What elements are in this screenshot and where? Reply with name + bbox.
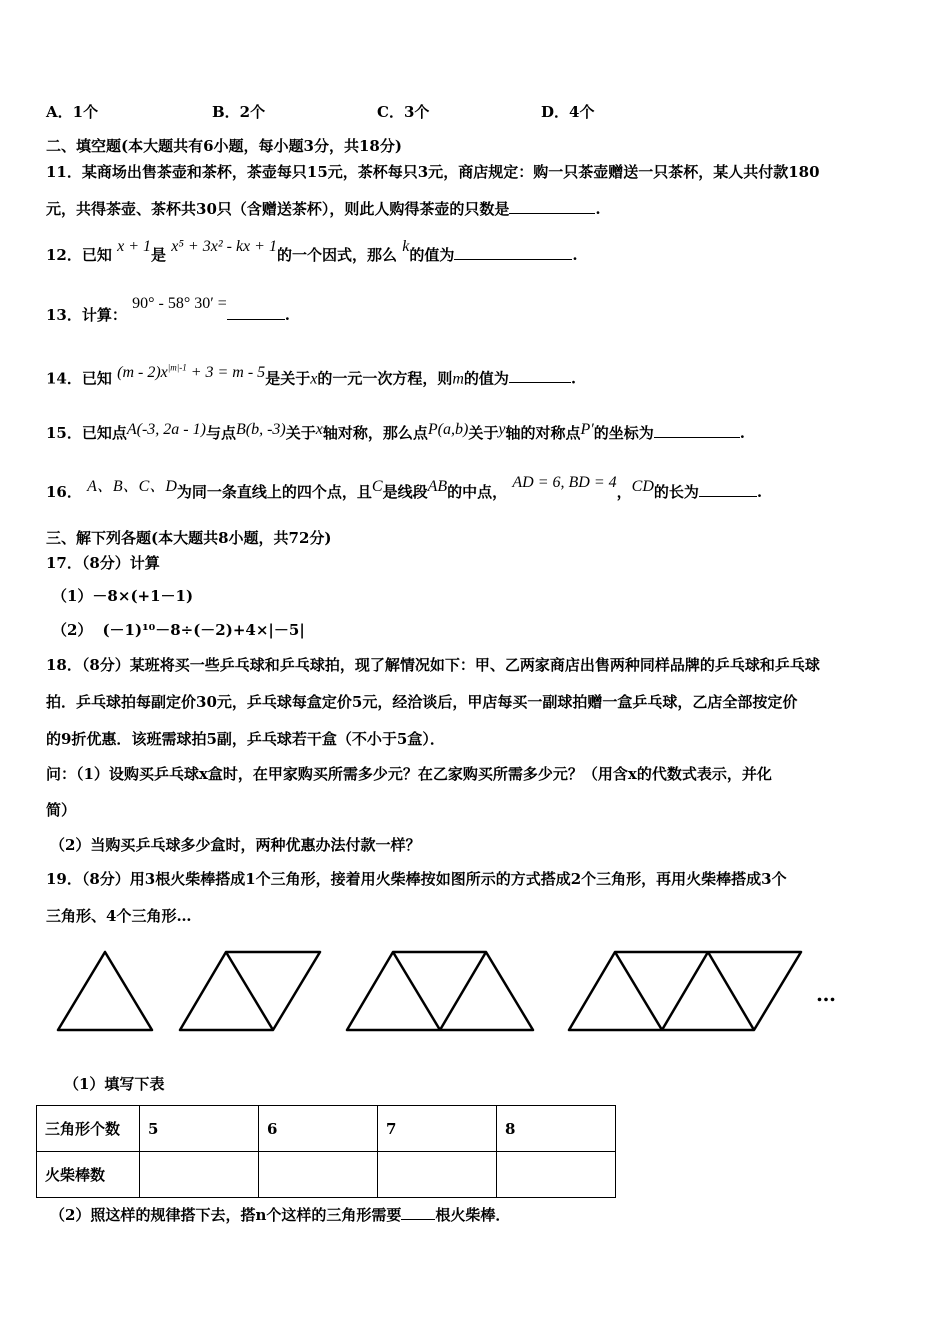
q19-sub1: （1）填写下表 [64, 1075, 165, 1093]
q13-blank[interactable] [227, 305, 285, 320]
q18-line1: 18．（8分）某班将买一些乒乓球和乒乓球拍，现了解情况如下：甲、乙两家商店出售两种同样品牌的乒乓球和乒乓球 [46, 656, 820, 674]
triangle-figure-3-diagonal-1 [393, 952, 440, 1030]
table-cell: 6 [259, 1106, 378, 1152]
triangle-figure-1 [58, 952, 152, 1030]
q15-point-a: A(-3, 2a - 1) [126, 421, 206, 438]
q15-mid3: 轴对称，那么点 [322, 424, 428, 442]
q16-comma: ， [616, 483, 632, 501]
q15-mid2: 关于 [285, 424, 316, 442]
triangle-figure-3-outline [347, 952, 533, 1030]
option-b: B．2个 [212, 103, 266, 121]
q12-mid1: 是 [151, 246, 167, 264]
q18-line6: （2）当购买乒乓球多少盒时，两种优惠办法付款一样？ [50, 836, 421, 854]
q15-blank[interactable] [654, 423, 740, 438]
option-c: C．3个 [377, 103, 430, 121]
q15-point-p2: P′ [580, 421, 594, 438]
q14-blank[interactable] [509, 368, 571, 383]
q16-cd: CD [631, 478, 654, 495]
q18-line3: 的9折优惠．该班需球拍5副，乒乓球若干盒（不小于5盒）． [46, 730, 445, 748]
table-cell: 5 [140, 1106, 259, 1152]
q16-ab: AB [427, 478, 448, 495]
q16-tail: 的长为 [653, 483, 699, 501]
q19-blank[interactable] [401, 1205, 435, 1220]
q15-mid4: 关于 [468, 424, 499, 442]
table-answer-cell[interactable] [378, 1152, 497, 1198]
q12-end: . [572, 246, 578, 264]
q12-num: 12．已知 [46, 246, 112, 264]
table-header-triangle-count: 三角形个数 [37, 1106, 140, 1152]
table-answer-cell[interactable] [259, 1152, 378, 1198]
q19-line1: 19．（8分）用3根火柴棒搭成1个三角形，接着用火柴棒按如图所示的方式搭成2个三角形，再用火柴棒搭成3个 [46, 870, 787, 888]
q14-line [46, 364, 576, 389]
q15-end: . [739, 424, 745, 442]
q16-mid2: 是线段 [382, 483, 428, 501]
q15-line [46, 423, 745, 444]
q14-mid: 是关于 [265, 369, 311, 388]
q15-point-b: B(b, -3) [235, 421, 286, 438]
option-a: A．1个 [46, 103, 99, 121]
triangle-figure-3-diagonal-2 [440, 952, 486, 1030]
q13-end: . [284, 306, 290, 324]
q18-line2: 拍．乒乓球拍每副定价30元，乒乓球每盒定价5元，经洽谈后，甲店每买一副球拍赠一盒乒乓球，乙店全部按定价 [46, 693, 798, 711]
q15-tail: 的坐标为 [593, 424, 654, 442]
q18-line4: 问：（1）设购买乒乓球x盒时，在甲家购买所需多少元？在乙家购买所需多少元？（用含x的代数式表示，并化 [46, 765, 772, 783]
q16-mid1: 为同一条直线上的四个点，且 [176, 483, 372, 501]
table-cell: 7 [378, 1106, 497, 1152]
q17-part2 [52, 620, 305, 640]
matchstick-triangles-figure [0, 940, 950, 1050]
q14-end: . [570, 369, 577, 388]
q15-num: 15．已知点 [46, 424, 127, 442]
q17-title: 17．（8分）计算 [46, 554, 160, 572]
q14-var2: m [452, 370, 464, 388]
table-answer-cell[interactable] [140, 1152, 259, 1198]
q16-points: A、B、C、D [87, 478, 177, 495]
q16-c: C [371, 478, 383, 495]
q13-line [46, 295, 290, 326]
q15-axis2: y [498, 421, 506, 438]
option-d: D．4个 [541, 103, 595, 121]
q12-var: k [402, 238, 410, 255]
q12-expr1: x + 1 [117, 238, 152, 255]
q19-sub2 [50, 1205, 510, 1225]
q12-line [46, 238, 578, 266]
table-row [37, 1106, 616, 1152]
q12-tail: 的值为 [409, 246, 455, 264]
q11-line1: 11．某商场出售茶壶和茶杯，茶壶每只15元，茶杯每只3元，商店规定：购一只茶壶赠送一只茶杯，某人共付款180 [46, 163, 820, 181]
q11-text: 元，共得茶壶、茶杯共30只（含赠送茶杯），则此人购得茶壶的只数是 [46, 200, 510, 218]
fill-table [36, 1105, 616, 1198]
q15-mid5: 轴的对称点 [505, 424, 581, 442]
q11-line2 [46, 199, 601, 219]
q14-var: x [310, 370, 318, 388]
table-cell: 8 [497, 1106, 616, 1152]
section2-title: 二、填空题(本大题共有6小题，每小题3分，共18分) [46, 137, 402, 155]
triangle-figure-4-diagonal-3 [708, 952, 754, 1030]
q11-blank[interactable] [509, 199, 595, 214]
q16-num: 16． [46, 483, 82, 501]
q19-line2: 三角形、4个三角形… [46, 907, 192, 925]
triangle-figure-4-diagonal-2 [662, 952, 708, 1030]
q15-axis1: x [315, 421, 323, 438]
q16-mid3: 的中点， [447, 483, 508, 501]
section3-title: 三、解下列各题(本大题共8小题，共72分) [46, 529, 332, 547]
q17-part2-label: （2） [52, 621, 93, 639]
figure-ellipsis: … [816, 982, 837, 1006]
q19-sub2-tail: 根火柴棒． [435, 1206, 511, 1224]
q11-end: . [595, 200, 601, 218]
q16-end: . [756, 483, 763, 501]
q13-num: 13．计算： [46, 306, 127, 324]
q17-part2-expr: (－1)¹⁰－8÷(－2)+4×|－5| [102, 621, 305, 639]
q16-cond: AD = 6, BD = 4 [512, 474, 617, 491]
q14-num: 14．已知 [46, 369, 112, 388]
q12-mid2: 的一个因式，那么 [276, 246, 397, 264]
table-row [37, 1152, 616, 1198]
q16-line [46, 474, 763, 503]
triangle-figure-2-diagonal [226, 952, 273, 1030]
q14-tail: 的值为 [463, 369, 509, 388]
table-header-match-count: 火柴棒数 [37, 1152, 140, 1198]
q16-blank[interactable] [699, 482, 757, 497]
q18-line5: 简） [46, 801, 77, 819]
q14-mid2: 的一元一次方程，则 [317, 369, 453, 388]
q15-mid1: 与点 [205, 424, 236, 442]
q12-expr2: x⁵ + 3x² - kx + 1 [171, 238, 277, 255]
options-row [46, 102, 595, 122]
q19-sub2-text: （2）照这样的规律搭下去，搭n个这样的三角形需要 [50, 1206, 402, 1224]
q15-point-p: P(a,b) [427, 421, 469, 438]
triangle-figure-4-diagonal-1 [615, 952, 662, 1030]
q13-expr: 90° - 58° 30′ = [132, 295, 227, 312]
q17-part1: （1）－8×(+1－1) [52, 587, 194, 605]
q14-expr: $(m - 2)x^{|m|-1} + 3 = m - 5$ [117, 363, 266, 382]
q12-blank[interactable] [454, 245, 572, 260]
table-answer-cell[interactable] [497, 1152, 616, 1198]
